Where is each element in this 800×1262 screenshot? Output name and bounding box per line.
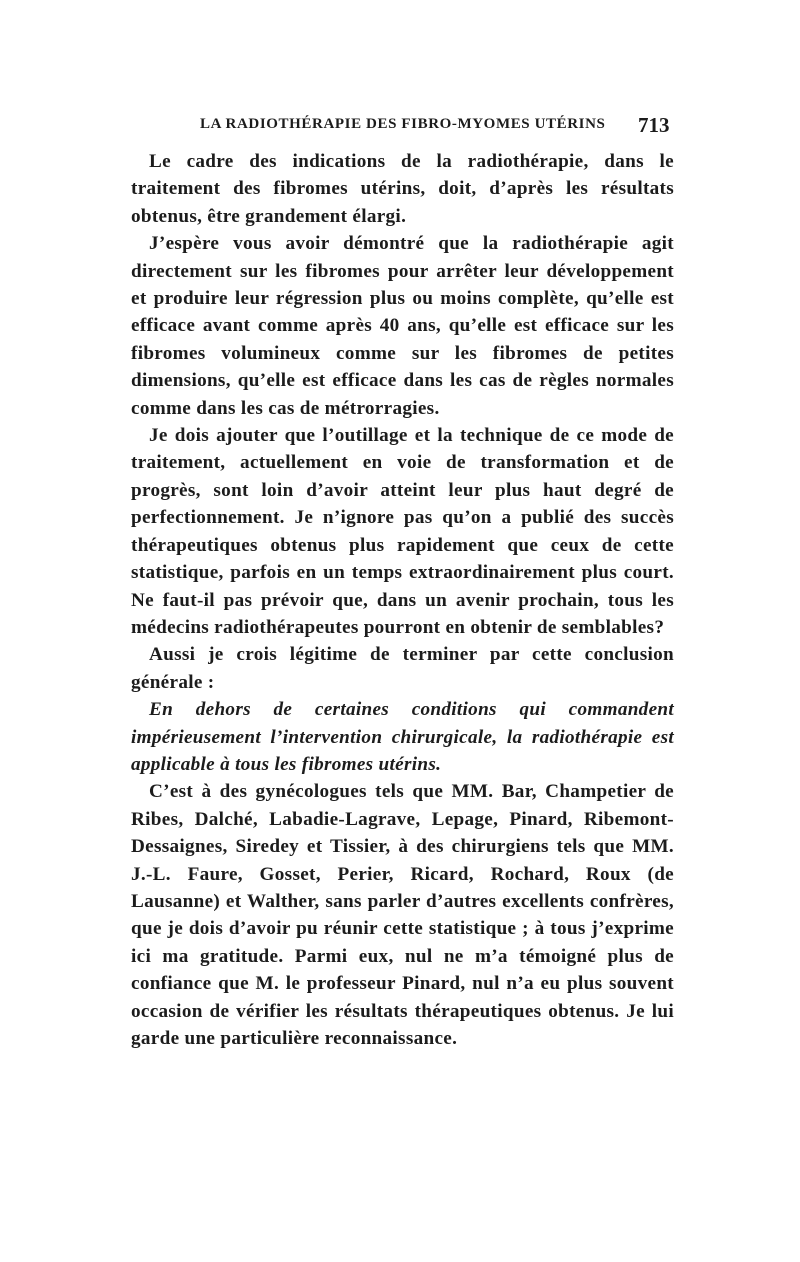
paragraph-demonstration: J’espère vous avoir démontré que la radiothérapie agit directement sur les fibromes pour arrêter leur développement et produire leur régression plus ou moins complète, qu’elle est efficace avant comme après 40 ans, qu’elle est efficace sur les fibromes volumineux comme sur les fibromes de petites dimensions, qu’elle est efficace dans les cas de règles normales comme dans les cas de métrorragies.	[131, 233, 674, 419]
paragraph-conclusion-intro: Aussi je crois légitime de terminer par cette conclusion générale :	[131, 644, 674, 693]
running-head	[0, 113, 800, 140]
paragraph-technique: Je dois ajouter que l’outillage et la technique de ce mode de traitement, actuellement en voie de transformation et de progrès, sont loin d’avoir atteint leur plus haut degré de perfectionnement. Je n’ignore pas qu’on a publié des succès thérapeutiques obtenus plus rapidement que ceux de cette statistique, parfois en un temps extraordinairement plus court. Ne faut-il pas prévoir que, dans un avenir prochain, tous les médecins radiothérapeutes pourront en obtenir de semblables?	[131, 425, 674, 638]
running-title: LA RADIOTHÉRAPIE DES FIBRO-MYOMES UTÉRINS	[200, 116, 606, 132]
page-number: 713	[638, 113, 670, 137]
paragraph-conclusion: En dehors de certaines conditions qui commandent impérieusement l’intervention chirurgicale, la radiothérapie est applicable à tous les fibromes utérins.	[131, 699, 674, 775]
paragraph-indications: Le cadre des indications de la radiothérapie, dans le traitement des fibromes utérins, doit, d’après les résultats obtenus, être grandement élargi.	[131, 151, 674, 227]
paragraph-acknowledgements: C’est à des gynécologues tels que MM. Bar, Champetier de Ribes, Dalché, Labadie-Lagrave, Lepage, Pinard, Ribemont-Dessaignes, Siredey et Tissier, à des chirurgiens tels que MM. J.-L. Faure, Gosset, Perier, Ricard, Rochard, Roux (de Lausanne) et Walther, sans parler d’autres excellents confrères, que je dois d’avoir pu réunir cette statistique ; à tous j’exprime ici ma gratitude. Parmi eux, nul ne m’a témoigné plus de confiance que M. le professeur Pinard, nul n’a eu plus souvent occasion de vérifier les résultats thérapeutiques obtenus. Je lui garde une particulière reconnaissance.	[131, 781, 674, 1049]
body-text	[131, 148, 674, 1052]
